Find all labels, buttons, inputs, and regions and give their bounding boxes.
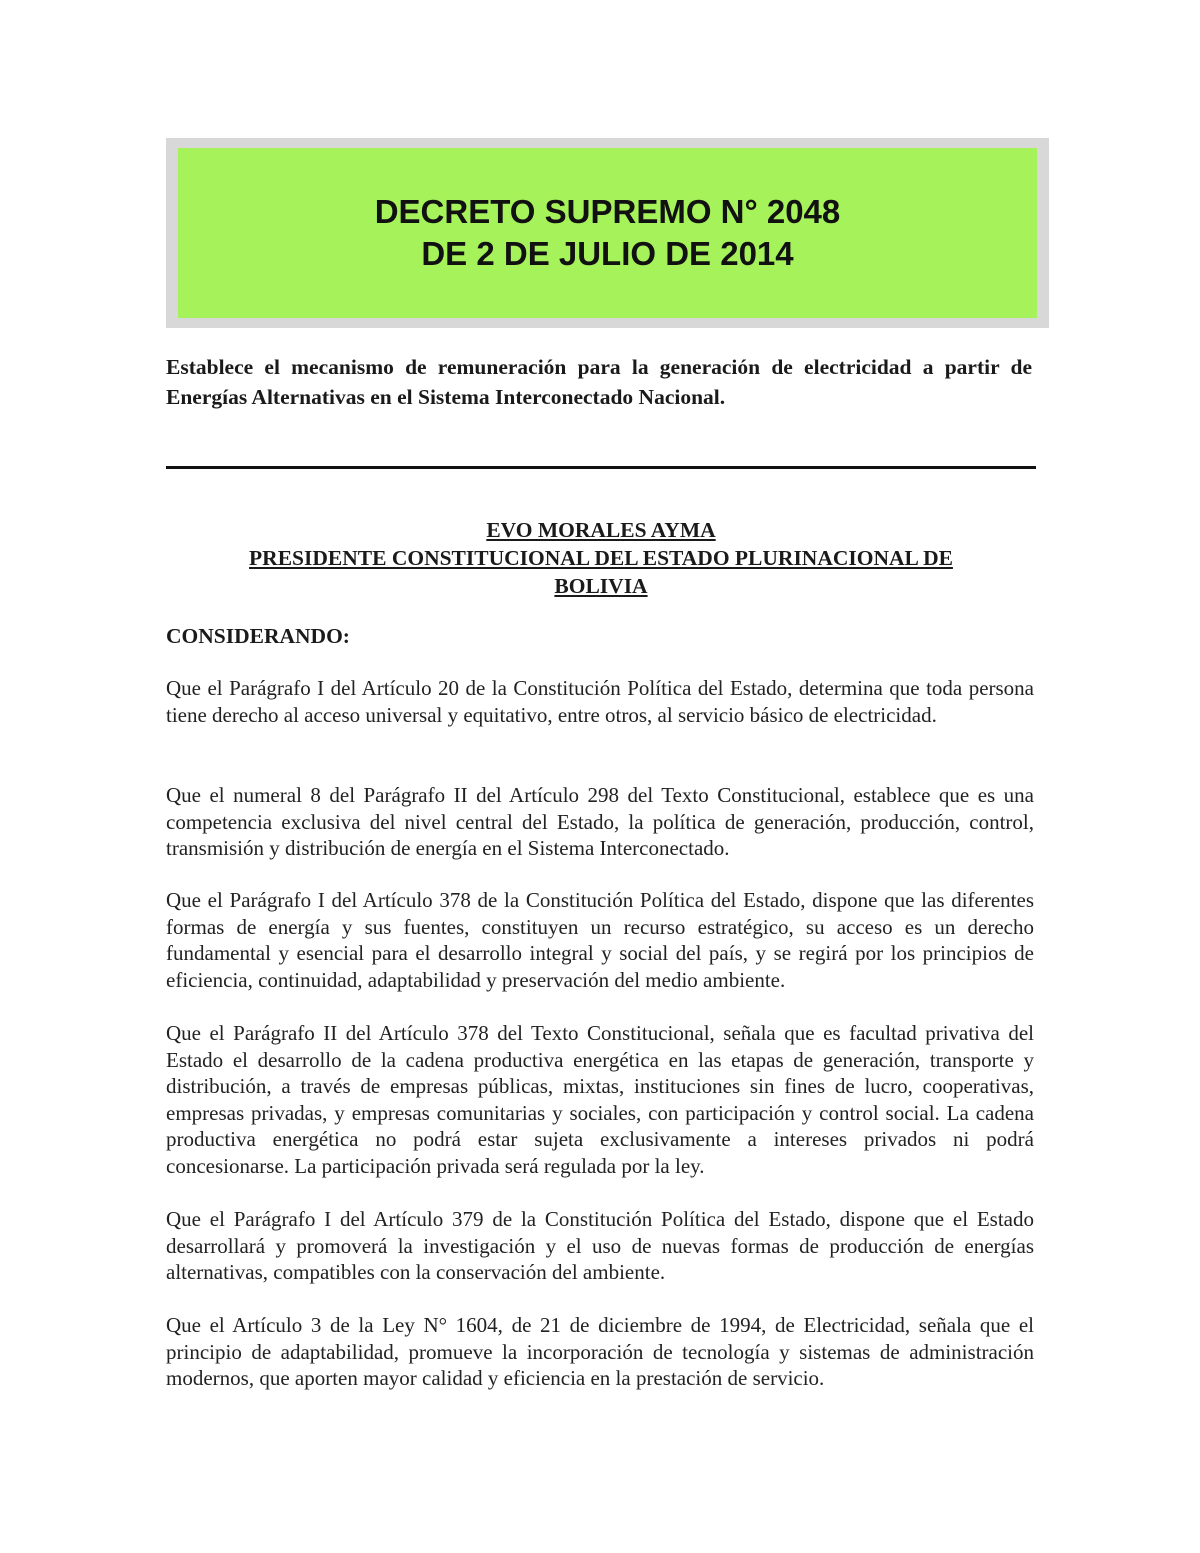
president-office-line1: PRESIDENTE CONSTITUCIONAL DEL ESTADO PLURINACIONAL DE (249, 546, 953, 570)
decree-subtitle: Establece el mecanismo de remuneración para la generación de electricidad a partir de Energías Alternativas en el Sistema Interconectado Nacional. (166, 355, 1032, 409)
president-office-line2: BOLIVIA (554, 574, 648, 598)
paragraph-4: Que el Parágrafo II del Artículo 378 del Texto Constitucional, señala que es facultad privativa del Estado el desarrollo de la cadena productiva energética en las etapas de generación, transporte y distribución, a través de empresas públicas, mixtas, instituciones sin fines de lucro, cooperativas, empresas privadas, y empresas comunitarias y sociales, con participación y control social. La cadena productiva energética no podrá estar sujeta exclusivamente a intereses privados ni podrá concesionarse. La participación privada será regulada por la ley. (166, 1021, 1034, 1178)
paragraph-2: Que el numeral 8 del Parágrafo II del Artículo 298 del Texto Constitucional, establece que es una competencia exclusiva del nivel central del Estado, la política de generación, producción, control, transmisión y distribución de energía en el Sistema Interconectado. (166, 783, 1034, 860)
paragraph-6: Que el Artículo 3 de la Ley N° 1604, de 21 de diciembre de 1994, de Electricidad, señala que el principio de adaptabilidad, promueve la incorporación de tecnología y sistemas de administración modernos, que aporten mayor calidad y eficiencia en la prestación de servicio. (166, 1313, 1034, 1390)
decree-title: DECRETO SUPREMO N° 2048 (374, 193, 841, 230)
president-name: EVO MORALES AYMA (486, 518, 716, 542)
decree-date: DE 2 DE JULIO DE 2014 (421, 235, 794, 272)
horizontal-rule (166, 466, 1036, 469)
considerando-heading: CONSIDERANDO: (166, 624, 350, 648)
president-block (166, 516, 1036, 600)
paragraph-5: Que el Parágrafo I del Artículo 379 de la Constitución Política del Estado, dispone que el Estado desarrollará y promoverá la investigación y el uso de nuevas formas de producción de energías alternativas, compatibles con la conservación del ambiente. (166, 1207, 1034, 1284)
title-frame (166, 138, 1049, 328)
paragraph-1: Que el Parágrafo I del Artículo 20 de la Constitución Política del Estado, determina que toda persona tiene derecho al acceso universal y equitativo, entre otros, al servicio básico de electricidad. (166, 676, 1034, 727)
title-box (178, 148, 1037, 318)
paragraph-3: Que el Parágrafo I del Artículo 378 de la Constitución Política del Estado, dispone que las diferentes formas de energía y sus fuentes, constituyen un recurso estratégico, su acceso es un derecho fundamental y esencial para el desarrollo integral y social del país, y se regirá por los principios de eficiencia, continuidad, adaptabilidad y preservación del medio ambiente. (166, 888, 1034, 992)
